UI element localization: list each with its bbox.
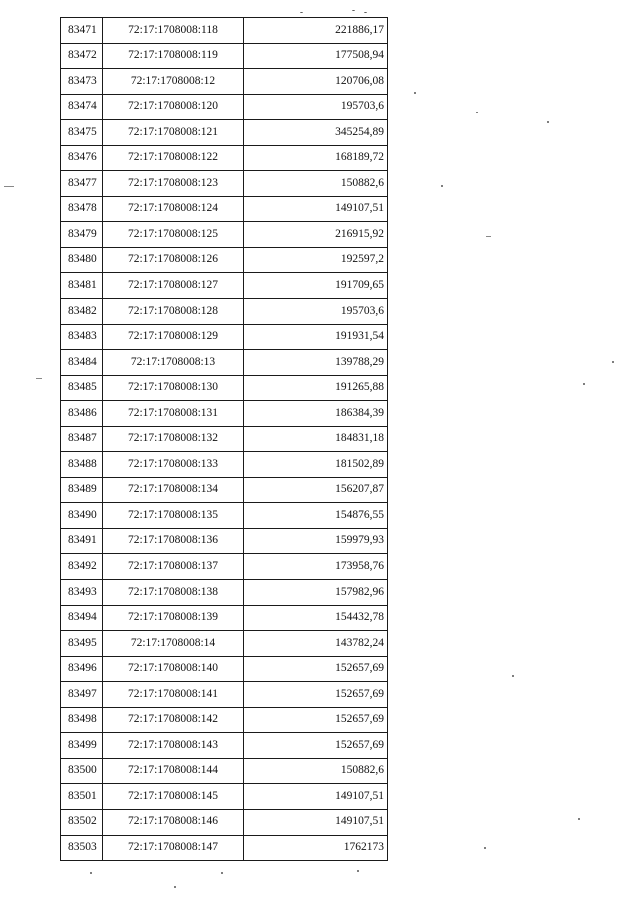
row-number-cell: 83497	[61, 682, 103, 708]
row-number-cell: 83499	[61, 733, 103, 759]
scan-speck	[476, 112, 478, 113]
value-cell: 192597,2	[244, 247, 388, 273]
table-row	[61, 120, 388, 146]
table-row	[61, 247, 388, 273]
table-row	[61, 324, 388, 350]
table-row	[61, 631, 388, 657]
value-cell: 191265,88	[244, 375, 388, 401]
row-number-cell: 83475	[61, 120, 103, 146]
row-number-cell: 83481	[61, 273, 103, 299]
table-row	[61, 299, 388, 325]
row-number-cell: 83502	[61, 809, 103, 835]
scan-speck	[547, 121, 549, 123]
row-number-cell: 83488	[61, 452, 103, 478]
cadastral-number-cell: 72:17:1708008:13	[103, 350, 244, 376]
cadastral-number-cell: 72:17:1708008:14	[103, 631, 244, 657]
table-row	[61, 426, 388, 452]
cadastral-number-cell: 72:17:1708008:129	[103, 324, 244, 350]
cadastral-number-cell: 72:17:1708008:137	[103, 554, 244, 580]
scan-mark	[4, 186, 14, 187]
table-row	[61, 222, 388, 248]
cadastral-number-cell: 72:17:1708008:124	[103, 196, 244, 222]
cadastral-number-cell: 72:17:1708008:119	[103, 43, 244, 69]
row-number-cell: 83474	[61, 94, 103, 120]
cadastral-number-cell: 72:17:1708008:127	[103, 273, 244, 299]
scan-speck	[174, 886, 176, 888]
table-row	[61, 528, 388, 554]
row-number-cell: 83472	[61, 43, 103, 69]
table-row	[61, 18, 388, 44]
value-cell: 152657,69	[244, 707, 388, 733]
value-cell: 143782,24	[244, 631, 388, 657]
cadastral-number-cell: 72:17:1708008:123	[103, 171, 244, 197]
scan-speck	[90, 872, 92, 874]
value-cell: 152657,69	[244, 656, 388, 682]
table-row	[61, 196, 388, 222]
scan-speck	[352, 10, 355, 11]
row-number-cell: 83492	[61, 554, 103, 580]
scan-speck	[300, 12, 303, 13]
value-cell: 159979,93	[244, 528, 388, 554]
table-row	[61, 43, 388, 69]
table-row	[61, 350, 388, 376]
row-number-cell: 83494	[61, 605, 103, 631]
cadastral-number-cell: 72:17:1708008:130	[103, 375, 244, 401]
table-row	[61, 707, 388, 733]
value-cell: 149107,51	[244, 196, 388, 222]
cadastral-number-cell: 72:17:1708008:125	[103, 222, 244, 248]
row-number-cell: 83493	[61, 580, 103, 606]
scan-speck	[484, 847, 486, 849]
cadastral-number-cell: 72:17:1708008:140	[103, 656, 244, 682]
scan-mark	[486, 236, 491, 237]
row-number-cell: 83482	[61, 299, 103, 325]
value-cell: 154876,55	[244, 503, 388, 529]
table-row	[61, 273, 388, 299]
row-number-cell: 83503	[61, 835, 103, 861]
value-cell: 149107,51	[244, 809, 388, 835]
row-number-cell: 83487	[61, 426, 103, 452]
value-cell: 149107,51	[244, 784, 388, 810]
table-row	[61, 835, 388, 861]
scan-speck	[512, 675, 514, 677]
table-row	[61, 758, 388, 784]
scan-speck	[357, 870, 359, 872]
table-row	[61, 477, 388, 503]
table-row	[61, 554, 388, 580]
value-cell: 195703,6	[244, 94, 388, 120]
value-cell: 186384,39	[244, 401, 388, 427]
row-number-cell: 83486	[61, 401, 103, 427]
value-cell: 181502,89	[244, 452, 388, 478]
value-cell: 1762173	[244, 835, 388, 861]
row-number-cell: 83479	[61, 222, 103, 248]
table-row	[61, 69, 388, 95]
value-cell: 157982,96	[244, 580, 388, 606]
value-cell: 152657,69	[244, 733, 388, 759]
scan-speck	[441, 185, 443, 187]
value-cell: 177508,94	[244, 43, 388, 69]
row-number-cell: 83471	[61, 18, 103, 44]
row-number-cell: 83480	[61, 247, 103, 273]
value-cell: 150882,6	[244, 171, 388, 197]
value-cell: 345254,89	[244, 120, 388, 146]
value-cell: 195703,6	[244, 299, 388, 325]
cadastral-number-cell: 72:17:1708008:143	[103, 733, 244, 759]
value-cell: 154432,78	[244, 605, 388, 631]
cadastral-number-cell: 72:17:1708008:131	[103, 401, 244, 427]
value-cell: 150882,6	[244, 758, 388, 784]
value-cell: 168189,72	[244, 145, 388, 171]
table-row	[61, 784, 388, 810]
table-row	[61, 375, 388, 401]
value-cell: 173958,76	[244, 554, 388, 580]
value-cell: 120706,08	[244, 69, 388, 95]
scan-speck	[583, 383, 585, 385]
scan-speck	[578, 818, 580, 820]
cadastral-number-cell: 72:17:1708008:135	[103, 503, 244, 529]
cadastral-number-cell: 72:17:1708008:134	[103, 477, 244, 503]
cadastral-number-cell: 72:17:1708008:122	[103, 145, 244, 171]
row-number-cell: 83500	[61, 758, 103, 784]
table-row	[61, 452, 388, 478]
value-cell: 184831,18	[244, 426, 388, 452]
cadastral-number-cell: 72:17:1708008:132	[103, 426, 244, 452]
table-row	[61, 145, 388, 171]
row-number-cell: 83490	[61, 503, 103, 529]
row-number-cell: 83484	[61, 350, 103, 376]
table-row	[61, 682, 388, 708]
table-row	[61, 580, 388, 606]
row-number-cell: 83498	[61, 707, 103, 733]
value-cell: 156207,87	[244, 477, 388, 503]
cadastral-number-cell: 72:17:1708008:121	[103, 120, 244, 146]
cadastral-number-cell: 72:17:1708008:145	[103, 784, 244, 810]
cadastral-number-cell: 72:17:1708008:138	[103, 580, 244, 606]
cadastral-number-cell: 72:17:1708008:133	[103, 452, 244, 478]
table-row	[61, 401, 388, 427]
row-number-cell: 83491	[61, 528, 103, 554]
row-number-cell: 83477	[61, 171, 103, 197]
row-number-cell: 83476	[61, 145, 103, 171]
value-cell: 139788,29	[244, 350, 388, 376]
scan-mark	[36, 378, 42, 379]
table-row	[61, 656, 388, 682]
value-cell: 221886,17	[244, 18, 388, 44]
table-row	[61, 733, 388, 759]
row-number-cell: 83489	[61, 477, 103, 503]
cadastral-number-cell: 72:17:1708008:141	[103, 682, 244, 708]
cadastral-table	[60, 17, 386, 861]
value-cell: 191709,65	[244, 273, 388, 299]
value-cell: 191931,54	[244, 324, 388, 350]
row-number-cell: 83485	[61, 375, 103, 401]
cadastral-number-cell: 72:17:1708008:146	[103, 809, 244, 835]
cadastral-number-cell: 72:17:1708008:142	[103, 707, 244, 733]
scan-speck	[612, 361, 614, 363]
cadastral-number-cell: 72:17:1708008:118	[103, 18, 244, 44]
table-row	[61, 171, 388, 197]
table-row	[61, 605, 388, 631]
table-body	[61, 18, 388, 861]
cadastral-number-cell: 72:17:1708008:139	[103, 605, 244, 631]
cadastral-number-cell: 72:17:1708008:144	[103, 758, 244, 784]
table-row	[61, 503, 388, 529]
cadastral-number-cell: 72:17:1708008:12	[103, 69, 244, 95]
row-number-cell: 83496	[61, 656, 103, 682]
cadastral-number-cell: 72:17:1708008:120	[103, 94, 244, 120]
cadastral-number-cell: 72:17:1708008:136	[103, 528, 244, 554]
scan-speck	[221, 872, 223, 874]
cadastral-number-cell: 72:17:1708008:128	[103, 299, 244, 325]
row-number-cell: 83473	[61, 69, 103, 95]
value-cell: 216915,92	[244, 222, 388, 248]
row-number-cell: 83495	[61, 631, 103, 657]
table-row	[61, 94, 388, 120]
row-number-cell: 83483	[61, 324, 103, 350]
value-cell: 152657,69	[244, 682, 388, 708]
table-row	[61, 809, 388, 835]
scan-speck	[414, 92, 416, 94]
cadastral-number-cell: 72:17:1708008:126	[103, 247, 244, 273]
cadastral-number-cell: 72:17:1708008:147	[103, 835, 244, 861]
scan-speck	[364, 12, 367, 13]
row-number-cell: 83478	[61, 196, 103, 222]
row-number-cell: 83501	[61, 784, 103, 810]
